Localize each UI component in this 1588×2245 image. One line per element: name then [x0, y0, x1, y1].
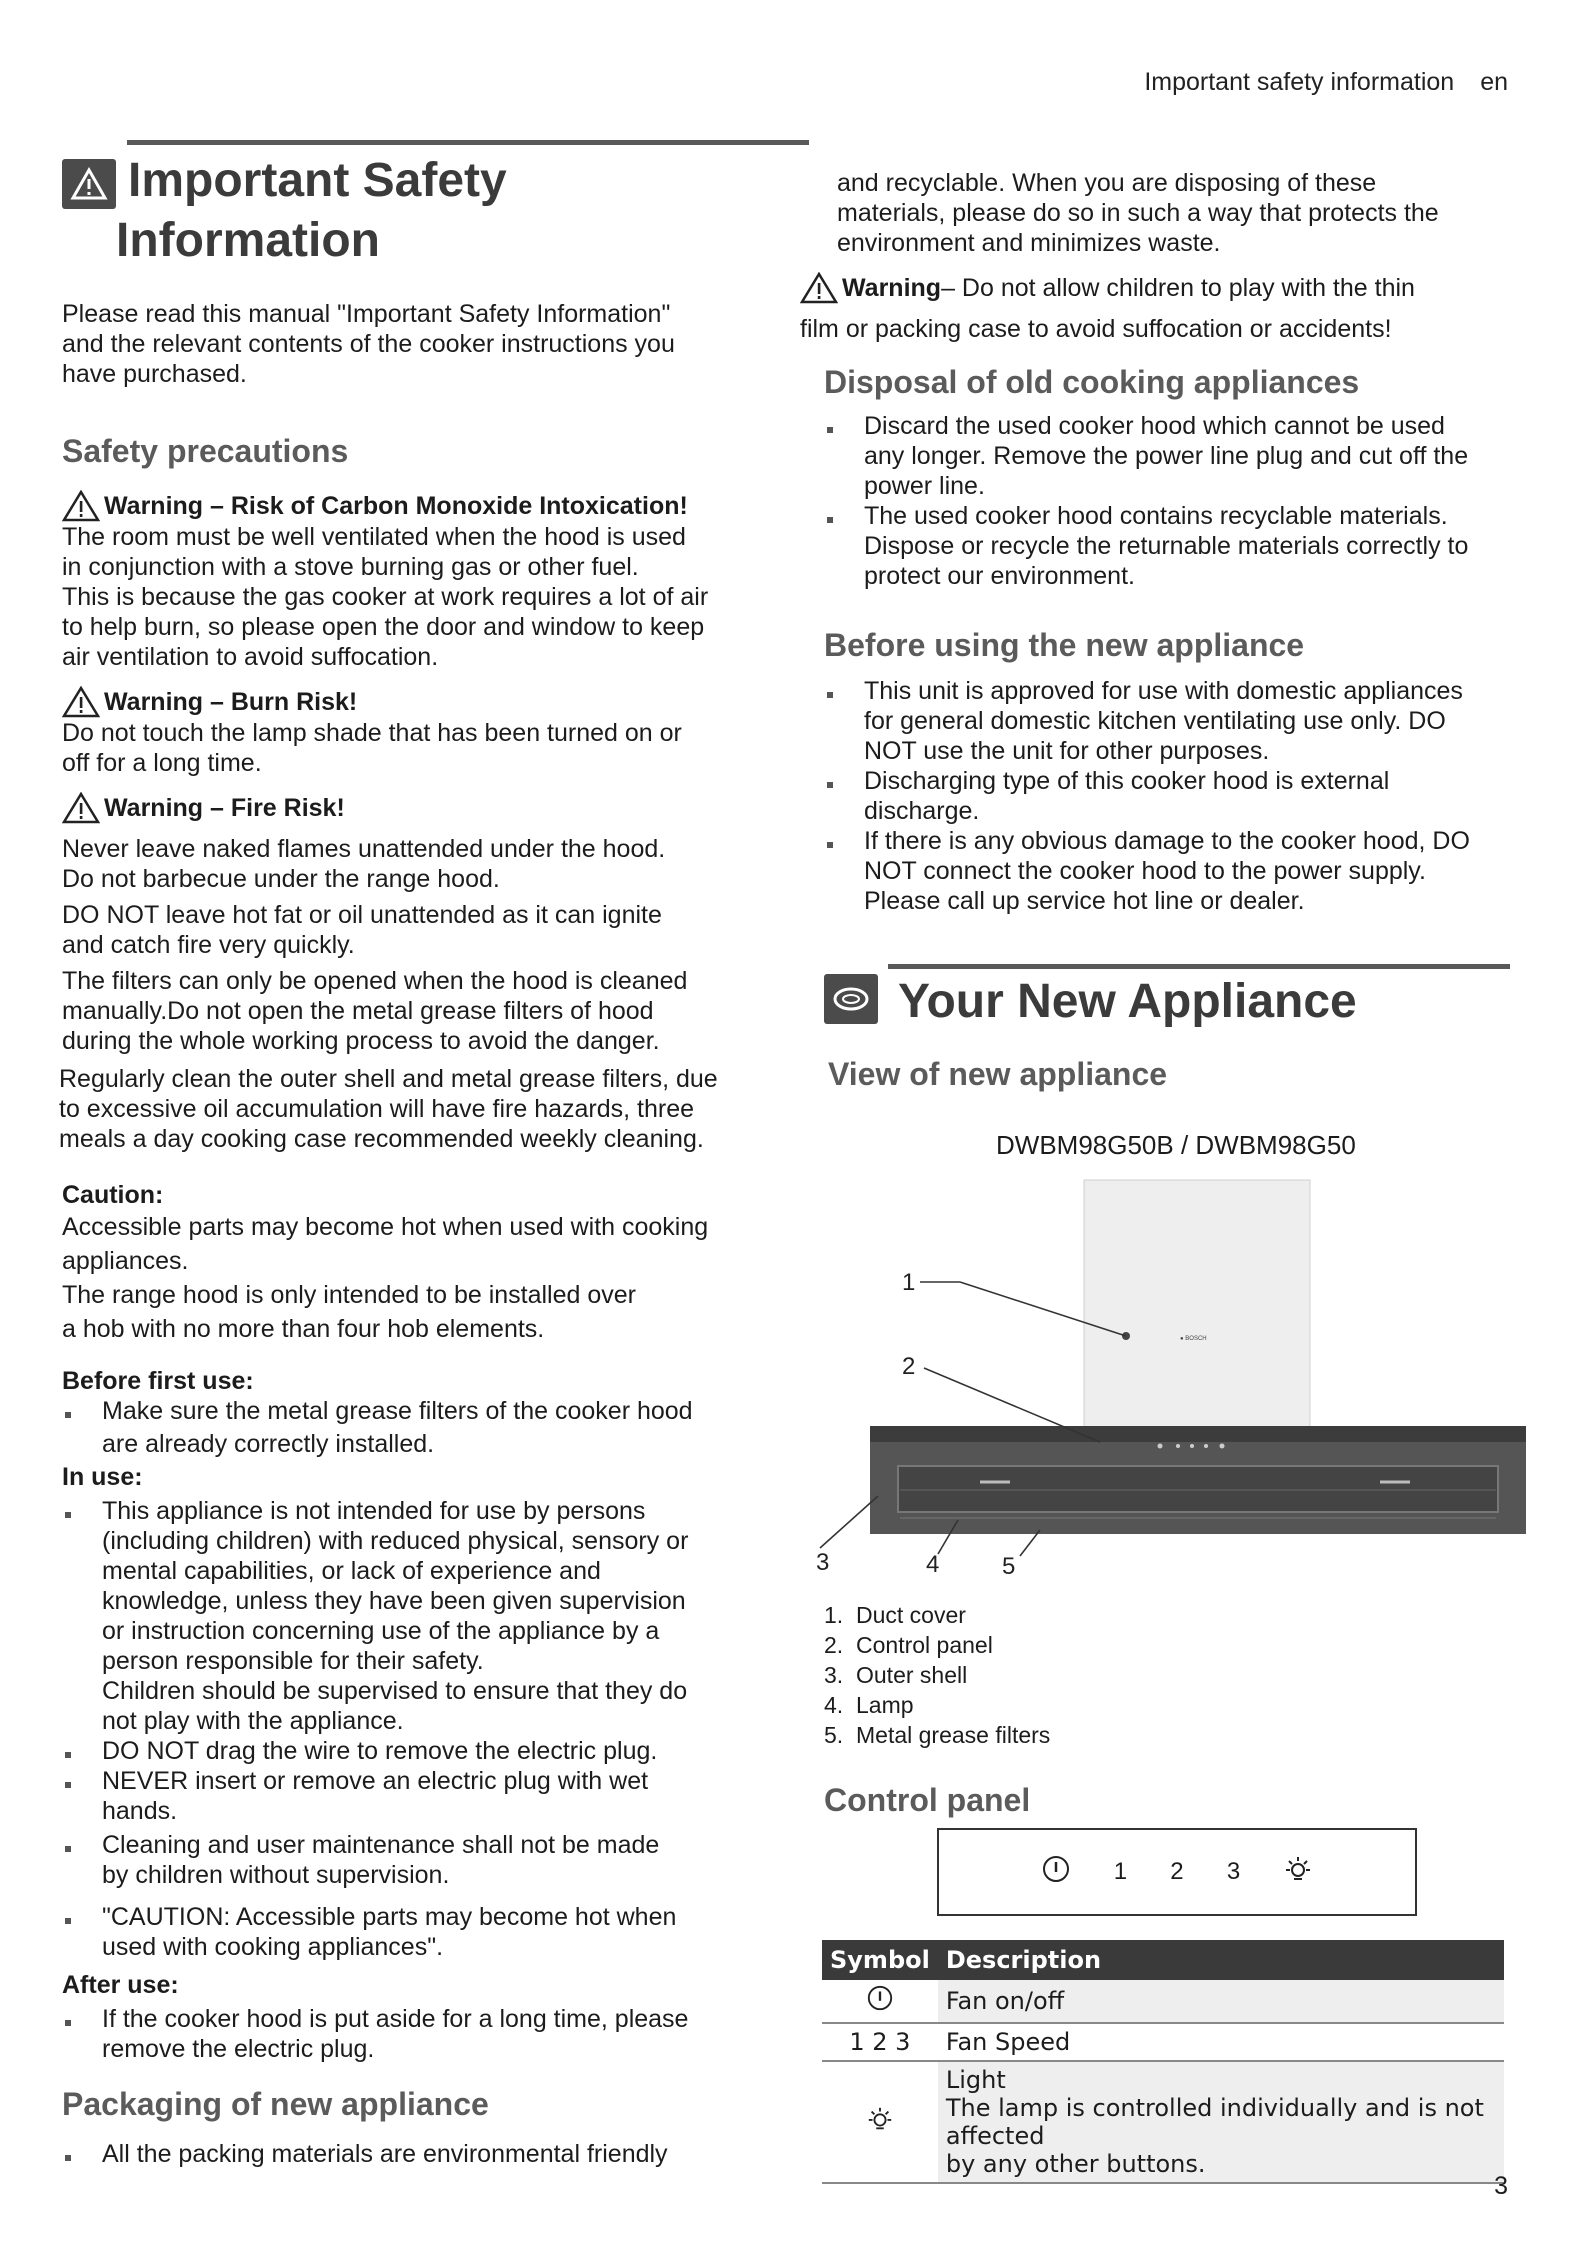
safety-heading: Safety precautions: [62, 433, 349, 469]
chapter2-title: [824, 972, 1357, 1032]
text-line: during the whole working process to avoid the danger.: [62, 1027, 660, 1055]
text-line: mental capabilities, or lack of experience and: [102, 1557, 601, 1585]
text-line: Children should be supervised to ensure that they do: [102, 1677, 688, 1705]
part-item: 1. Duct cover: [824, 1602, 966, 1628]
list-item: [62, 1496, 774, 1736]
text-line: by children without supervision.: [102, 1861, 450, 1889]
warning-burn-text: [62, 718, 774, 778]
callout-4: 4: [926, 1551, 940, 1578]
warning-fire-title: [62, 792, 774, 824]
text-line: Please call up service hot line or dealer.: [864, 887, 1305, 915]
table-header-row: [822, 1940, 1504, 1980]
speed-description: Fan Speed: [938, 2023, 1504, 2061]
warning-triangle-icon: [800, 272, 838, 304]
text-line: If there is any obvious damage to the cooker hood, DO: [864, 827, 1470, 855]
speed-3-button: 3: [1226, 1858, 1241, 1885]
list-item: [824, 766, 1512, 826]
text-line: are already correctly installed.: [102, 1430, 435, 1458]
warning-film-label: Warning: [842, 274, 942, 302]
chapter-title-line2: Information: [116, 214, 380, 267]
text-line: manually.Do not open the metal grease filters of hood: [62, 997, 654, 1025]
text-line: and catch fire very quickly.: [62, 931, 355, 959]
text-line: a hob with no more than four hob elements.: [62, 1315, 545, 1343]
callout-5: 5: [1002, 1553, 1016, 1580]
warning-co-title: [62, 490, 774, 522]
text-line: Never leave naked flames unattended under the hood.: [62, 835, 666, 863]
model-number: DWBM98G50B / DWBM98G50: [996, 1130, 1356, 1160]
text-line: DO NOT drag the wire to remove the electric plug.: [102, 1737, 658, 1765]
chapter-rule: [127, 140, 809, 145]
text-line: protect our environment.: [864, 562, 1135, 590]
table-row: [822, 1980, 1504, 2023]
list-item: [824, 826, 1512, 916]
power-symbol-cell: [822, 1980, 938, 2023]
list-item: [62, 2139, 774, 2169]
in-use-list: [62, 1496, 774, 1962]
header-lang: en: [1480, 68, 1508, 96]
text-line: Dispose or recycle the returnable materials correctly to: [864, 532, 1469, 560]
intro-line: and the relevant contents of the cooker instructions you: [62, 330, 675, 358]
fire-paragraph-3: [62, 966, 774, 1056]
right-column: [800, 168, 1512, 916]
list-item: [62, 1396, 774, 1462]
header-description: Description: [938, 1940, 1504, 1980]
before-first-use-list: [62, 1396, 774, 1462]
control-strip-shape: [870, 1426, 1526, 1442]
text-line: appliances.: [62, 1247, 189, 1275]
header-symbol: Symbol: [822, 1940, 938, 1980]
text-line: to help burn, so please open the door and window to keep: [62, 613, 705, 641]
text-line: The filters can only be opened when the hood is cleaned: [62, 967, 688, 995]
callout-2: 2: [902, 1353, 916, 1380]
text-line: materials, please do so in such a way that protects the: [837, 199, 1439, 227]
text-line: The used cooker hood contains recyclable materials.: [864, 502, 1448, 530]
disposal-heading: Disposal of old cooking appliances: [824, 364, 1360, 400]
part-item: 5. Metal grease filters: [824, 1722, 1051, 1748]
light-text-line: The lamp is controlled individually and is not affected: [945, 2094, 1484, 2150]
header-section: Important safety information: [1144, 68, 1455, 96]
text-line: Make sure the metal grease filters of the cooker hood: [102, 1397, 693, 1425]
before-new-list: [824, 676, 1512, 916]
part-item: 4. Lamp: [824, 1692, 914, 1718]
text-line: used with cooking appliances".: [102, 1933, 444, 1961]
chapter-title: [62, 151, 774, 271]
light-description: [938, 2061, 1504, 2183]
after-use-list: [62, 2004, 774, 2064]
text-line: meals a day cooking case recommended weekly cleaning.: [59, 1125, 704, 1153]
grease-filter-shape: [898, 1466, 1498, 1512]
running-header: [1144, 68, 1508, 97]
intro-line: Please read this manual "Important Safety Information": [62, 300, 671, 328]
text-line: knowledge, unless they have been given supervision: [102, 1587, 686, 1615]
control-heading: Control panel: [824, 1782, 1031, 1818]
text-line: or instruction concerning use of the appliance by a: [102, 1617, 660, 1645]
fire-paragraph-4: [59, 1064, 774, 1154]
view-heading: View of new appliance: [828, 1056, 1168, 1092]
light-title: Light: [945, 2066, 1006, 2094]
warning-co-text: [62, 522, 774, 672]
warning-fire-label: Warning – Fire Risk!: [104, 794, 345, 822]
list-item: [62, 2004, 774, 2064]
text-line: NOT connect the cooker hood to the power supply.: [864, 857, 1426, 885]
appliance-diagram: [800, 1170, 1540, 1590]
text-line: discharge.: [864, 797, 980, 825]
text-line: Accessible parts may become hot when used with cooking: [62, 1213, 709, 1241]
warning-triangle-icon: [62, 792, 100, 824]
text-line: This is because the gas cooker at work requires a lot of air: [62, 583, 709, 611]
chapter2-label: Your New Appliance: [898, 975, 1357, 1028]
warning-burn-label: Warning – Burn Risk!: [104, 688, 358, 716]
text-line: "CAUTION: Accessible parts may become hot when: [102, 1903, 677, 1931]
warning-triangle-icon: [62, 686, 100, 718]
left-column: [59, 140, 774, 2169]
list-item: [62, 1736, 774, 1766]
packaging-list: [62, 2139, 774, 2169]
text-line: Cleaning and user maintenance shall not be made: [102, 1831, 660, 1859]
table-row: [822, 2061, 1504, 2183]
speed-1-button: 1: [1113, 1858, 1128, 1885]
warning-film-line2: film or packing case to avoid suffocation or accidents!: [800, 315, 1392, 343]
text-line: not play with the appliance.: [102, 1707, 404, 1735]
list-item: [824, 676, 1512, 766]
text-line: in conjunction with a stove burning gas or other fuel.: [62, 553, 639, 581]
in-use-title: In use:: [62, 1463, 143, 1491]
text-line: NOT use the unit for other purposes.: [864, 737, 1270, 765]
text-line: If the cooker hood is put aside for a long time, please: [102, 2005, 689, 2033]
text-line: The room must be well ventilated when the hood is used: [62, 523, 686, 551]
chapter2-rule: [888, 964, 1510, 969]
before-new-heading: Before using the new appliance: [824, 627, 1305, 663]
symbol-table: [822, 1940, 1504, 2184]
page-number: 3: [1494, 2172, 1508, 2200]
list-item: [824, 501, 1512, 591]
warning-film-text: – Do not allow children to play with the thin: [941, 274, 1415, 302]
text-line: (including children) with reduced physical, sensory or: [102, 1527, 689, 1555]
text-line: and recyclable. When you are disposing of these: [837, 169, 1377, 197]
light-text-line: by any other buttons.: [945, 2150, 1206, 2178]
power-icon: [866, 1984, 894, 2012]
text-line: Do not touch the lamp shade that has been turned on or: [62, 719, 682, 747]
appliance-chapter-icon: [824, 974, 878, 1024]
light-icon: [1283, 1854, 1313, 1891]
text-line: Regularly clean the outer shell and metal grease filters, due: [59, 1065, 718, 1093]
text-line: person responsible for their safety.: [102, 1647, 484, 1675]
warning-film: [800, 272, 1512, 304]
light-symbol-cell: [822, 2061, 938, 2183]
text-line: NEVER insert or remove an electric plug with wet: [102, 1767, 649, 1795]
callout-1: 1: [902, 1269, 916, 1296]
caution-text: [62, 1210, 774, 1346]
packaging-heading: Packaging of new appliance: [62, 2086, 489, 2122]
intro-paragraph: [62, 299, 774, 389]
text-line: Discharging type of this cooker hood is external: [864, 767, 1390, 795]
text-line: to excessive oil accumulation will have fire hazards, three: [59, 1095, 695, 1123]
list-item: [62, 1766, 774, 1826]
brand-text: ● BOSCH: [1180, 1336, 1207, 1342]
speed-2-button: 2: [1170, 1858, 1184, 1885]
list-item: [62, 1830, 774, 1890]
warning-co-label: Warning – Risk of Carbon Monoxide Intoxication!: [104, 492, 688, 520]
callout-3: 3: [816, 1549, 830, 1576]
packaging-continued: [837, 168, 1512, 258]
text-line: DO NOT leave hot fat or oil unattended as it can ignite: [62, 901, 662, 929]
part-item: 3. Outer shell: [824, 1662, 968, 1688]
warning-triangle-icon: [62, 490, 100, 522]
text-line: environment and minimizes waste.: [837, 229, 1221, 257]
list-item: [824, 411, 1512, 501]
text-line: This appliance is not intended for use by persons: [102, 1497, 646, 1525]
text-line: Discard the used cooker hood which cannot be used: [864, 412, 1445, 440]
text-line: The range hood is only intended to be installed over: [62, 1281, 636, 1309]
fire-paragraph-2: [62, 900, 774, 960]
light-icon: [866, 2105, 894, 2133]
speed-symbol-cell: 1 2 3: [822, 2023, 938, 2061]
text-line: remove the electric plug.: [102, 2035, 375, 2063]
text-line: air ventilation to avoid suffocation.: [62, 643, 439, 671]
part-item: 2. Control panel: [824, 1632, 993, 1658]
disposal-list: [824, 411, 1512, 591]
list-item: [62, 1902, 774, 1962]
text-line: off for a long time.: [62, 749, 262, 777]
text-line: Do not barbecue under the range hood.: [62, 865, 500, 893]
warning-chapter-icon: [62, 159, 116, 209]
intro-line: have purchased.: [62, 360, 247, 388]
before-first-use-title: Before first use:: [62, 1367, 254, 1395]
text-line: power line.: [864, 472, 985, 500]
power-icon: [1041, 1854, 1071, 1891]
warning-burn-title: [62, 686, 774, 718]
text-line: All the packing materials are environmental friendly: [102, 2140, 668, 2168]
power-description: Fan on/off: [938, 1980, 1504, 2023]
chapter-title-line1: Important Safety: [128, 154, 507, 207]
text-line: for general domestic kitchen ventilating use only. DO: [864, 707, 1446, 735]
parts-list: [824, 1600, 1050, 1750]
text-line: This unit is approved for use with domestic appliances: [864, 677, 1463, 705]
text-line: any longer. Remove the power line plug and cut off the: [864, 442, 1469, 470]
caution-title: Caution:: [62, 1181, 164, 1209]
control-panel-illustration: [937, 1828, 1417, 1916]
fire-paragraph-1: [62, 834, 774, 894]
table-row: [822, 2023, 1504, 2061]
duct-cover-shape: [1084, 1180, 1310, 1432]
text-line: hands.: [102, 1797, 178, 1825]
after-use-title: After use:: [62, 1971, 179, 1999]
